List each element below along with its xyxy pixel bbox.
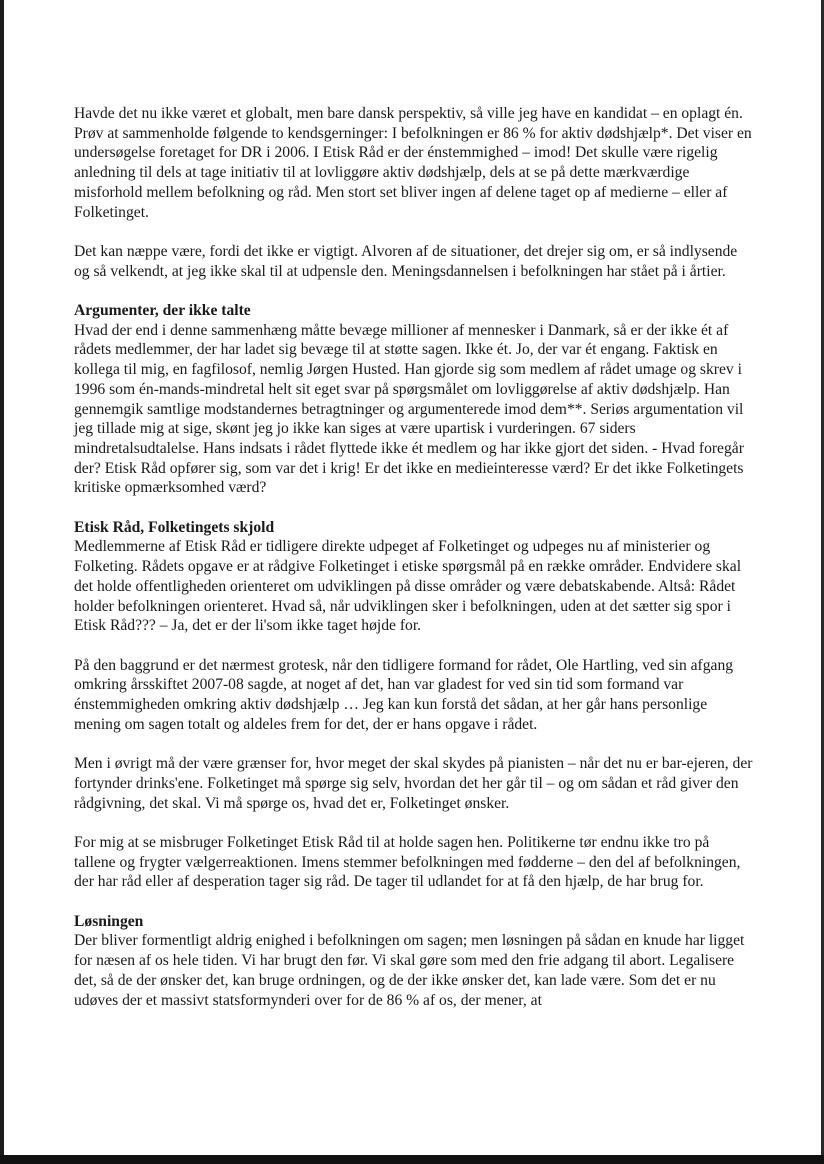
scan-bottom-edge bbox=[0, 1155, 824, 1164]
paragraph-pianisten: Men i øvrigt må der være grænser for, hvor meget der skal skydes på pianisten – når det nu er bar-ejeren, der fortynder drinks'ene. Folketinget må spørge sig selv, hvordan det her går til – og om sådan et råd giver den rådgivning, det skal. Vi må spørge os, hvad det er, Folketinget ønsker. bbox=[74, 755, 753, 812]
paragraph-argumenter: Hvad der end i denne sammenhæng måtte bevæge millioner af mennesker i Danmark, så er der ikke ét af rådets medlemmer, der har ladet sig bevæge til at støtte sagen. Ikke ét. Jo, der var ét engang. Faktisk en kollega til mig, en fagfilosof, nemlig Jørgen Husted. Han gjorde sig som medlem af rådet umage og skrev i 1996 som én-mands-mindretal helt sit eget svar på spørgsmålet om lovliggørelse af aktiv dødshjælp. Han gennemgik samtlige modstandernes betragtninger og argumenterede imod dem**. Seriøs argumentation vil jeg tillade mig at sige, skønt jeg jo ikke kan siges at være upartisk i vurderingen. 67 siders mindretalsudtalelse. Hans indsats i rådet flyttede ikke ét medlem og har ikke gjort det siden. - Hvad foregår der? Etisk Råd opfører sig, som var det i krig! Er det ikke en medieinteresse værd? Er det ikke Folketingets kritiske opmærksomhed værd? bbox=[74, 321, 744, 497]
scan-left-edge bbox=[0, 0, 4, 1164]
heading-argumenter: Argumenter, der ikke talte bbox=[74, 302, 251, 319]
paragraph-loesningen: Der bliver formentligt aldrig enighed i befolkningen om sagen; men løsningen på sådan en knude har ligget for næsen af os hele tiden. Vi har brugt den før. Vi skal gøre som med den frie adgang til abort. Legalisere det, så de der ønsker det, kan bruge ordningen, og de der ikke ønsker det, kan lade være. Som det er nu udøves der et massivt statsformynderi over for de 86 % af os, der mener, at bbox=[74, 932, 745, 1009]
paragraph-hartling: På den baggrund er det nærmest grotesk, når den tidligere formand for rådet, Ole Hartling, ved sin afgang omkring årsskiftet 2007-08 sagde, at noget af det, han var gladest for ved sin tid som formand var énstemmigheden omkring aktiv dødshjælp … Jeg kan kun forstå det sådan, at her går hans personlige mening om sagen totalt og aldeles frem for det, der er hans opgave i rådet. bbox=[74, 656, 734, 733]
paragraph-intro: Havde det nu ikke været et globalt, men bare dansk perspektiv, så ville jeg have en kandidat – en oplagt én. Prøv at sammenholde følgende to kendsgerninger: I befolkningen er 86 % for aktiv dødshjælp*. Det viser en undersøgelse foretaget for DR i 2006. I Etisk Råd er der énstemmighed – imod! Det skulle være rigelig anledning til dels at tage initiativ til at lovliggøre aktiv dødshjælp, dels at se på dette mærkværdige misforhold mellem befolkning og råd. Men stort set bliver ingen af delene taget op af medierne – eller af Folketinget. bbox=[74, 105, 752, 221]
paragraph-misbrug: For mig at se misbruger Folketinget Etisk Råd til at holde sagen hen. Politikerne tør endnu ikke tro på tallene og frygter vælgerreaktionen. Imens stemmer befolkningen med fødderne – den del af befolkningen, der har råd eller af desperation tager sig råd. De tager til udlandet for at få den hjælp, de har brug for. bbox=[74, 833, 741, 891]
heading-loesningen: Løsningen bbox=[74, 912, 144, 930]
paragraph-etisk-raad: Medlemmerne af Etisk Råd er tidligere direkte udpeget af Folketinget og udpeges nu af ministerier og Folketing. Rådets opgave er at rådgive Folketinget i etiske spørgsmål på en række områder. Endvidere skal det holde offentligheden orienteret om udviklingen på disse områder og være debatskabende. Altså: Rådet holder befolkningen orienteret. Hvad så, når udviklingen sker i befolkningen, uden at det sætter sig spor i Etisk Råd??? – Ja, det er der li'som ikke taget højde for. bbox=[74, 538, 742, 635]
heading-etisk-raad: Etisk Råd, Folketingets skjold bbox=[74, 518, 275, 536]
document-page bbox=[74, 104, 754, 1010]
paragraph-seriousness: Det kan næppe være, fordi det ikke er vigtigt. Alvoren af de situationer, det drejer sig om, er så indlysende og så velkendt, at jeg ikke skal til at udpensle den. Meningsdannelsen i befolkningen har stået på i årtier. bbox=[74, 242, 738, 280]
